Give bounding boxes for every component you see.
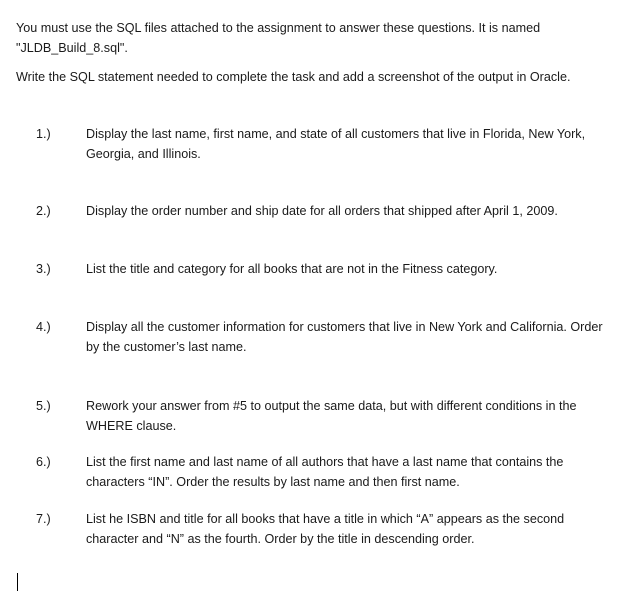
question-text: List he ISBN and title for all books that have a title in which “A” appears as the second character and “N” as the fourth. Order by the title in descending order. [86, 512, 565, 546]
question-text: Display the last name, first name, and state of all customers that live in Florida, New York, Georgia, and Illinois. [86, 127, 586, 161]
question-number: 3.) [36, 262, 51, 276]
question-text: List the first name and last name of all authors that have a last name that contains the characters “IN”. Order the results by last name and then first name. [86, 455, 564, 489]
question-text: Rework your answer from #5 to output the same data, but with different conditions in the WHERE clause. [86, 399, 577, 433]
question-number: 6.) [36, 455, 51, 469]
question-number: 7.) [36, 512, 51, 526]
instructions [16, 18, 601, 87]
instructions-line-2: Write the SQL statement needed to complete the task and add a screenshot of the output in Oracle. [16, 70, 571, 84]
question-number: 5.) [36, 399, 51, 413]
text-cursor[interactable] [17, 573, 18, 591]
instructions-line-1: You must use the SQL files attached to the assignment to answer these questions. It is named "JLDB_Build_8.sql". [16, 21, 541, 55]
question-number: 2.) [36, 204, 51, 218]
question-text: Display all the customer information for customers that live in New York and California. Order by the customer’s last name. [86, 320, 603, 354]
question-text: List the title and category for all books that are not in the Fitness category. [86, 262, 498, 276]
question-text: Display the order number and ship date for all orders that shipped after April 1, 2009. [86, 204, 558, 218]
question-number: 1.) [36, 127, 51, 141]
question-number: 4.) [36, 320, 51, 334]
